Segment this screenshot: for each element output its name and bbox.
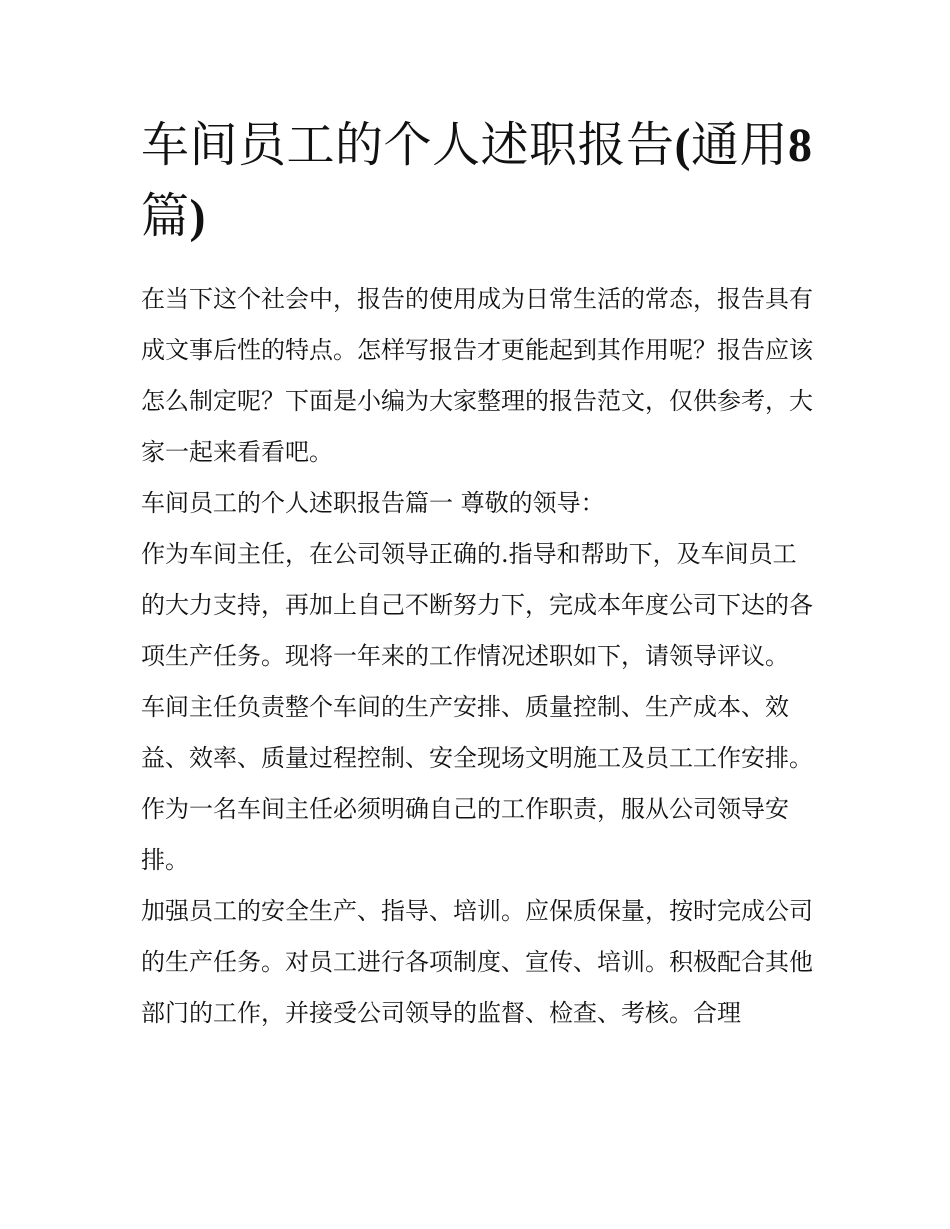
document-body — [141, 110, 813, 1039]
document-title — [141, 110, 813, 252]
section-heading-paragraph: 车间员工的个人述职报告篇一 尊敬的领导： — [141, 489, 605, 517]
body-paragraph: 车间主任负责整个车间的生产安排、质量控制、生产成本、效益、效率、质量过程控制、安全现场文明施工及员工工作安排。作为一名车间主任必须明确自己的工作职责，服从公司领导安排。 — [141, 693, 813, 874]
title-open-paren: ( — [674, 119, 691, 172]
title-close-paren: ) — [189, 190, 206, 243]
title-general: 通用 — [691, 117, 789, 173]
intro-paragraph: 在当下这个社会中，报告的使用成为日常生活的常态，报告具有成文事后性的特点。怎样写报告才更能起到其作用呢？报告应该怎么制定呢？下面是小编为大家整理的报告范文，仅供参考，大家一起来看看吧。 — [141, 285, 813, 466]
body-paragraph: 作为车间主任，在公司领导正确的.指导和帮助下，及车间员工的大力支持，再加上自己不断努力下，完成本年度公司下达的各项生产任务。现将一年来的工作情况述职如下，请领导评议。 — [141, 540, 813, 670]
title-number: 8 — [788, 119, 813, 172]
title-unit: 篇 — [141, 188, 190, 244]
title-main: 车间员工的个人述职报告 — [141, 117, 675, 173]
body-paragraph: 加强员工的安全生产、指导、培训。应保质保量，按时完成公司的生产任务。对员工进行各项制度、宣传、培训。积极配合其他部门的工作，并接受公司领导的监督、检查、考核。合理 — [141, 897, 813, 1027]
